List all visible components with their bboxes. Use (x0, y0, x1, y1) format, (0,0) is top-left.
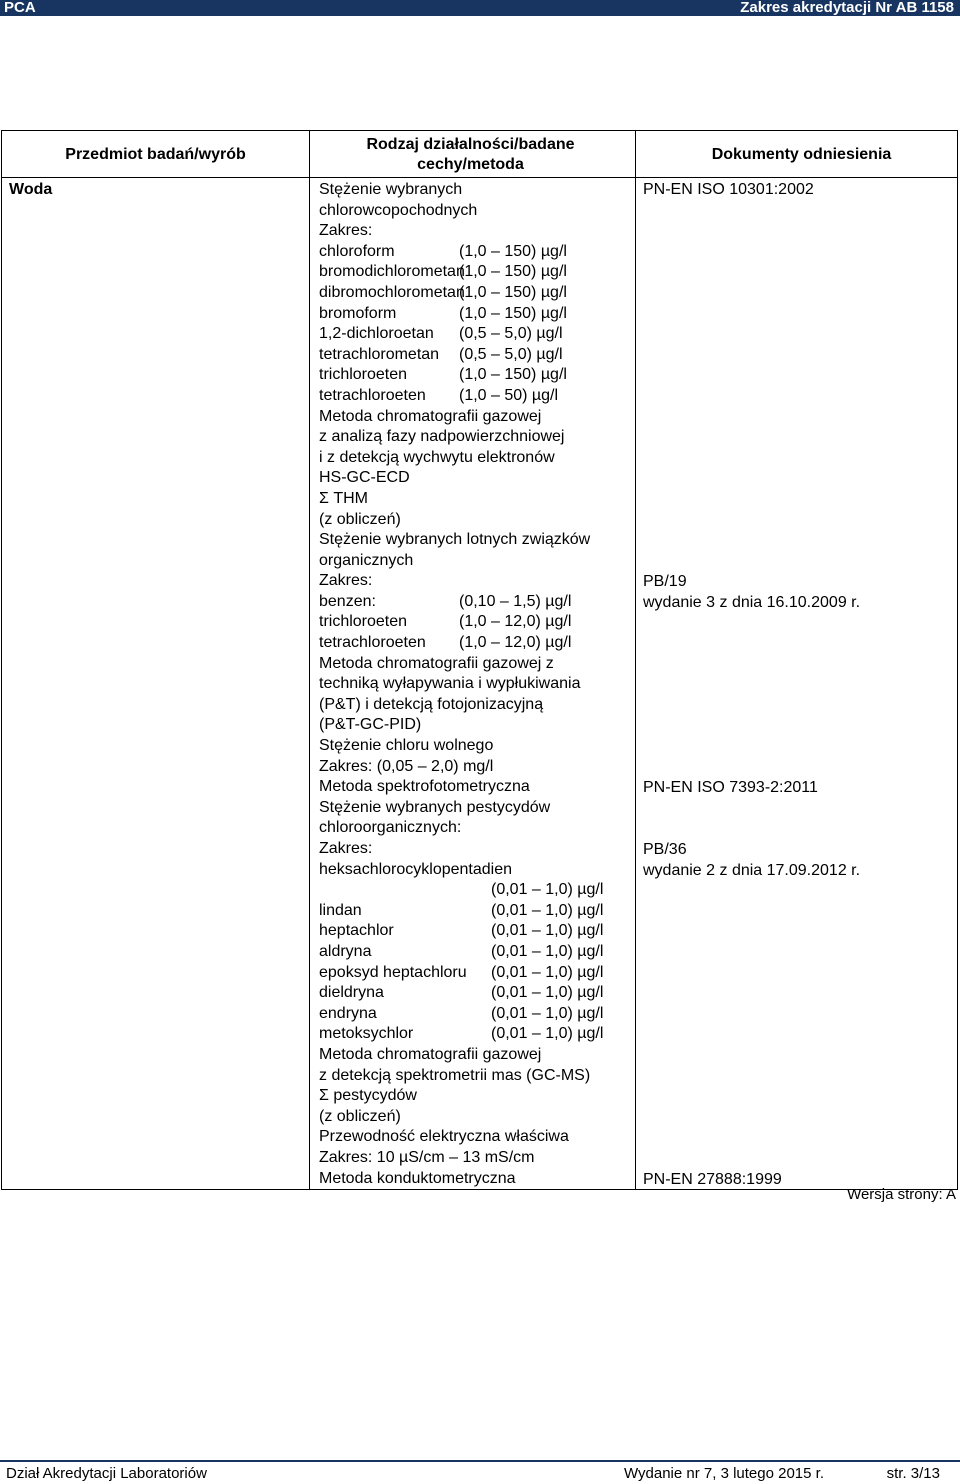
header-org: PCA (4, 0, 36, 16)
list-item-name: heksachlorocyklopentadien (319, 860, 513, 878)
method-description: Σ THM (319, 489, 368, 507)
list-item-range: (0,01 – 1,0) µg/l (491, 881, 604, 899)
list-item: tetrachloroeten (1,0 – 50) µg/l (319, 386, 559, 404)
list-item: bromodichlorometan (1,0 – 150) µg/l (319, 263, 567, 281)
range-label: Zakres: (319, 222, 373, 240)
method-title: Przewodność elektryczna właściwa (319, 1128, 569, 1146)
method-block-chlorine (319, 736, 635, 798)
list-item: bromoform (1,0 – 150) µg/l (319, 304, 567, 322)
range-text: Zakres: 10 µS/cm – 13 mS/cm (319, 1148, 535, 1166)
method-block-conductivity (319, 1127, 635, 1189)
method-block-pesticides (319, 798, 635, 1128)
column-header-activity: Rodzaj działalności/badane cechy/metoda (310, 131, 636, 178)
reference-document: PN-EN ISO 10301:2002 (643, 181, 814, 198)
list-item: endryna (0,01 – 1,0) µg/l (319, 1004, 604, 1022)
accreditation-table (1, 130, 958, 1190)
list-item: epoksyd heptachloru (0,01 – 1,0) µg/l (319, 963, 604, 981)
reference-document-edition: wydanie 3 z dnia 16.10.2009 r. (643, 593, 861, 611)
range-label: Zakres: (319, 840, 373, 857)
list-item: lindan (0,01 – 1,0) µg/l (319, 901, 604, 919)
page-header-bar (0, 0, 960, 16)
footer-page-number: str. 3/13 (886, 1465, 940, 1482)
method-block-halogenated (319, 180, 635, 530)
list-item: dibromochlorometan (1,0 – 150) µg/l (319, 283, 567, 301)
method-description: Σ pestycydów (319, 1087, 417, 1105)
method-title: Stężenie chloru wolnego (319, 737, 494, 755)
reference-document: PN-EN 27888:1999 (643, 1171, 782, 1188)
list-item: heptachlor (0,01 – 1,0) µg/l (319, 922, 604, 940)
list-item: aldryna (0,01 – 1,0) µg/l (319, 942, 604, 960)
method-description: HS-GC-ECD (319, 469, 410, 487)
method-description: (z obliczeń) (319, 510, 401, 528)
list-item: trichloroeten (1,0 – 12,0) µg/l (319, 613, 572, 631)
method-title-cont: chloroorganicznych: (319, 819, 462, 837)
methods-cell (310, 178, 636, 1190)
footer-department: Dział Akredytacji Laboratoriów (6, 1465, 207, 1482)
footer-edition: Wydanie nr 7, 3 lutego 2015 r. (624, 1465, 824, 1482)
list-item: trichloroeten (1,0 – 150) µg/l (319, 366, 567, 384)
method-description: (P&T) i detekcją fotojonizacyjną (319, 695, 544, 713)
list-item: chloroform (1,0 – 150) µg/l (319, 242, 567, 260)
method-description: techniką wyłapywania i wypłukiwania (319, 675, 581, 693)
page-version: Wersja strony: A (847, 1186, 956, 1203)
reference-document-edition: wydanie 2 z dnia 17.09.2012 r. (643, 861, 861, 879)
method-title-cont: chlorowcopochodnych (319, 201, 478, 219)
method-block-volatile (319, 530, 635, 736)
method-description: Metoda chromatografii gazowej z (319, 654, 554, 672)
method-description: Metoda konduktometryczna (319, 1169, 516, 1187)
subject-cell: Woda (2, 178, 310, 1190)
method-title: Stężenie wybranych pestycydów (319, 798, 551, 816)
column-header-subject: Przedmiot badań/wyrób (2, 131, 310, 178)
method-description: z detekcją spektrometrii mas (GC-MS) (319, 1066, 591, 1084)
table-row (2, 178, 958, 1190)
list-item: benzen: (0,10 – 1,5) µg/l (319, 592, 572, 610)
list-item: 1,2-dichloroetan (0,5 – 5,0) µg/l (319, 325, 563, 343)
method-description: Metoda chromatografii gazowej (319, 1045, 542, 1063)
method-description: (z obliczeń) (319, 1107, 401, 1125)
column-header-documents: Dokumenty odniesienia (636, 131, 958, 178)
reference-document: PN-EN ISO 7393-2:2011 (643, 779, 818, 796)
reference-document: PB/19 (643, 573, 687, 590)
documents-cell (636, 178, 958, 1190)
range-text: Zakres: (0,05 – 2,0) mg/l (319, 757, 494, 775)
range-label: Zakres: (319, 572, 373, 590)
method-title-cont: organicznych (319, 551, 414, 569)
method-description: (P&T-GC-PID) (319, 716, 422, 734)
table-header-row (2, 131, 958, 178)
method-description: i z detekcją wychwytu elektronów (319, 448, 555, 466)
reference-document: PB/36 (643, 841, 687, 858)
list-item: tetrachloroeten (1,0 – 12,0) µg/l (319, 634, 572, 652)
list-item: tetrachlorometan (0,5 – 5,0) µg/l (319, 345, 563, 363)
header-title: Zakres akredytacji Nr AB 1158 (740, 0, 954, 16)
list-item: metoksychlor (0,01 – 1,0) µg/l (319, 1025, 604, 1043)
method-description: Metoda chromatografii gazowej (319, 407, 542, 425)
method-title: Stężenie wybranych lotnych związków (319, 531, 591, 549)
page-footer (0, 1460, 960, 1484)
list-item: dieldryna (0,01 – 1,0) µg/l (319, 984, 604, 1002)
method-title: Stężenie wybranych (319, 181, 463, 198)
method-description: z analizą fazy nadpowierzchniowej (319, 428, 565, 446)
method-description: Metoda spektrofotometryczna (319, 778, 530, 796)
